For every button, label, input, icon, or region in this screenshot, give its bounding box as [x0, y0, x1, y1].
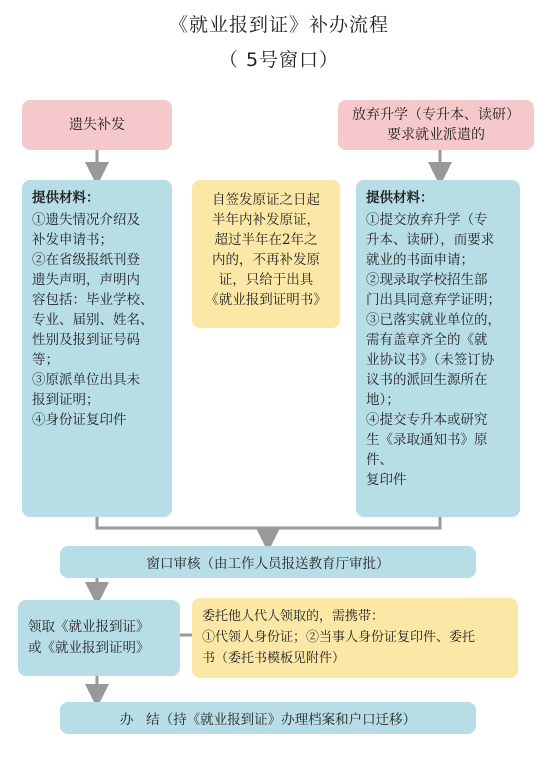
- left-material-line: ①遗失情况介绍及: [32, 212, 140, 228]
- reissue-note-line: 《就业报到证明书》: [205, 292, 327, 308]
- collect-certificate-box: [18, 600, 180, 676]
- left-material-line: 遗失声明，声明内: [32, 272, 140, 288]
- right-materials-head: 提供材料：: [366, 190, 434, 206]
- reissue-note-line: 超过半年在2年之: [214, 232, 318, 248]
- right-material-line: 地）；: [366, 392, 400, 408]
- reissue-note-line: 证，只给于出具: [218, 272, 314, 288]
- abandon-study-header-line2: 要求就业派遣的: [387, 127, 485, 143]
- right-material-line: 业协议书》（未签订协: [366, 352, 495, 368]
- lost-reissue-header: 遗失补发: [22, 100, 172, 150]
- page-title: 《就业报到证》补办流程: [168, 14, 389, 36]
- window-review-bar: 窗口审核（由工作人员报送教育厅审批）: [60, 546, 476, 578]
- collect-line: 或《就业报到证明》: [28, 640, 150, 656]
- right-material-line: ①提交放弃升学（专: [366, 212, 488, 228]
- left-material-line: ②在省级报纸刊登: [32, 252, 140, 268]
- left-material-line: ④身份证复印件: [32, 412, 127, 428]
- left-material-line: 性别及报到证号码: [32, 332, 140, 348]
- right-material-line: 议书的派回生源所在: [366, 372, 488, 388]
- right-material-line: ③已落实就业单位的，: [366, 312, 501, 328]
- right-material-line: ②现录取学校招生部: [366, 272, 488, 288]
- abandon-study-header: [338, 100, 534, 150]
- reissue-note-line: 半年内补发原证，: [212, 212, 320, 228]
- finish-bar: 办 结（持《就业报到证》办理档案和户口迁移）: [60, 702, 476, 734]
- left-material-line: 专业、届别、姓名、: [32, 312, 154, 328]
- reissue-time-note: [192, 180, 340, 328]
- reissue-note-line: 内的，不再补发原: [212, 252, 320, 268]
- right-material-line: ④提交专升本或研究: [366, 412, 488, 428]
- proxy-collection-note: [192, 598, 518, 678]
- reissue-note-line: 自签发原证之日起: [212, 192, 320, 208]
- right-material-line: 就业的书面申请；: [366, 252, 474, 268]
- proxy-note-line: ①代领人身份证；②当事人身份证复印件、委托: [202, 630, 476, 645]
- left-materials-box: [22, 180, 172, 517]
- left-material-line: 等；: [32, 352, 59, 368]
- proxy-note-line: 委托他人代人领取的，需携带：: [202, 609, 385, 624]
- proxy-note-line: 书（委托书模板见附件）: [202, 651, 346, 666]
- right-materials-box: [356, 180, 520, 517]
- page-subtitle: （ 5号窗口）: [218, 49, 340, 71]
- left-material-line: ③原派单位出具未: [32, 372, 140, 388]
- right-material-line: 复印件: [366, 472, 407, 488]
- collect-line: 领取《就业报到证》: [28, 619, 150, 635]
- left-materials-head: 提供材料：: [32, 190, 100, 206]
- right-material-line: 生《录取通知书》原件、: [366, 432, 488, 468]
- right-material-line: 需有盖章齐全的《就: [366, 332, 488, 348]
- right-material-line: 升本、读研），而要求: [366, 232, 495, 248]
- left-material-line: 容包括：毕业学校、: [32, 292, 154, 308]
- abandon-study-header-line1: 放弃升学（专升本、读研）: [352, 107, 520, 123]
- left-material-line: 报到证明；: [32, 392, 100, 408]
- right-material-line: 门出具同意弃学证明；: [366, 292, 501, 308]
- left-material-line: 补发申请书；: [32, 232, 113, 248]
